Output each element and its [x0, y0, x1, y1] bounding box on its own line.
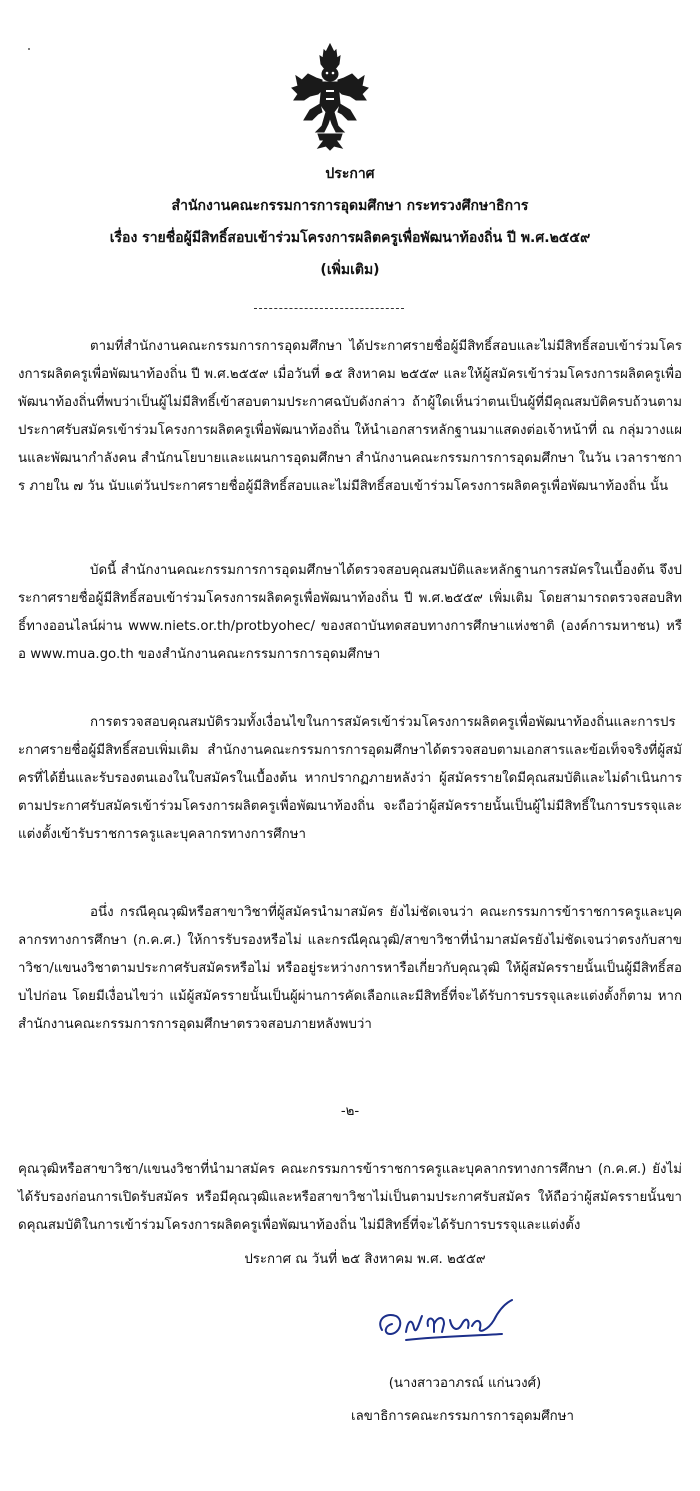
- signer-position: เลขาธิการคณะกรรมการการอุดมศึกษา: [351, 1409, 574, 1424]
- garuda-emblem-icon: [288, 40, 372, 152]
- agency-name: สำนักงานคณะกรรมการการอุดมศึกษา กระทรวงศึกษาธิการ: [171, 198, 529, 214]
- page-number: -๒-: [340, 1104, 360, 1119]
- announcement-date: ประกาศ ณ วันที่ ๒๕ สิงหาคม พ.ศ. ๒๕๕๙: [244, 1252, 486, 1267]
- announcement-supplement: (เพิ่มเติม): [320, 262, 380, 278]
- body-paragraph-1: ตามที่สำนักงานคณะกรรมการการอุดมศึกษา ได้ประกาศรายชื่อผู้มีสิทธิ์สอบและไม่มีสิทธิ์สอบเข้าร่วมโครงการผลิตครูเพื่อพัฒนาท้องถิ่น ปี พ.ศ.๒๕๕๙ เมื่อวันที่ ๑๕ สิงหาคม ๒๕๕๙ และให้ผู้สมัครเข้าร่วมโครงการผลิตครูเพื่อพัฒนาท้องถิ่นที่พบว่าเป็นผู้ไม่มีสิทธิ์เข้าสอบตามประกาศฉบับดังกล่าว ถ้าผู้ใดเห็นว่าตนเป็นผู้ที่มีคุณสมบัติครบถ้วนตามประกาศรับสมัครเข้าร่วมโครงการผลิตครูเพื่อพัฒนาท้องถิ่น ให้นำเอกสารหลักฐานมาแสดงต่อเจ้าหน้าที่ ณ กลุ่มวางแผนและพัฒนากำลังคน สำนักนโยบายและแผนการอุดมศึกษา สำนักงานคณะกรรมการการอุดมศึกษา ในวัน เวลาราชการ ภายใน ๗ วัน นับแต่วันประกาศรายชื่อผู้มีสิทธิ์สอบและไม่มีสิทธิ์สอบเข้าร่วมโครงการผลิตครูเพื่อพัฒนาท้องถิ่น นั้น: [18, 339, 682, 494]
- body-paragraph-2: บัดนี้ สำนักงานคณะกรรมการการอุดมศึกษาได้ตรวจสอบคุณสมบัติและหลักฐานการสมัครในเบื้องต้น จึงประกาศรายชื่อผู้มีสิทธิ์สอบเข้าร่วมโครงการผลิตครูเพื่อพัฒนาท้องถิ่น ปี พ.ศ.๒๕๕๙ เพิ่มเติม โดยสามารถตรวจสอบสิทธิ์ทางออนไลน์ผ่าน www.niets.or.th/protbyohec/ ของสถาบันทดสอบทางการศึกษาแห่งชาติ (องค์การมหาชน) หรือ www.mua.go.th ของสำนักงานคณะกรรมการการอุดมศึกษา: [18, 563, 682, 662]
- handwritten-signature: [372, 1290, 522, 1350]
- body-paragraph-3: การตรวจสอบคุณสมบัติรวมทั้งเงื่อนไขในการสมัครเข้าร่วมโครงการผลิตครูเพื่อพัฒนาท้องถิ่นและการประกาศรายชื่อผู้มีสิทธิ์สอบเพิ่มเติม สำนักงานคณะกรรมการการอุดมศึกษาได้ตรวจสอบตามเอกสารและข้อเท็จจริงที่ผู้สมัครที่ได้ยื่นและรับรองตนเองในใบสมัครในเบื้องต้น หากปรากฏภายหลังว่า ผู้สมัครรายใดมีคุณสมบัติและไม่ดำเนินการตามประกาศรับสมัครเข้าร่วมโครงการผลิตครูเพื่อพัฒนาท้องถิ่น จะถือว่าผู้สมัครรายนั้นเป็นผู้ไม่มีสิทธิ์ในการบรรจุและแต่งตั้งเข้ารับราชการครูและบุคลากรทางการศึกษา: [18, 715, 682, 842]
- continuation-paragraph: คุณวุฒิหรือสาขาวิชา/แขนงวิชาที่นำมาสมัคร คณะกรรมการข้าราชการครูและบุคลากรทางการศึกษา (ก.ค.ศ.) ยังไม่ได้รับรองก่อนการเปิดรับสมัคร หรือมีคุณวุฒิและหรือสาขาวิชาไม่เป็นตามประกาศรับสมัคร ให้ถือว่าผู้สมัครรายนั้นขาดคุณสมบัติในการเข้าร่วมโครงการผลิตครูเพื่อพัฒนาท้องถิ่น ไม่มีสิทธิ์ที่จะได้รับการบรรจุและแต่งตั้ง: [18, 1162, 682, 1233]
- announcement-title: ประกาศ: [325, 166, 375, 182]
- announcement-subject: เรื่อง รายชื่อผู้มีสิทธิ์สอบเข้าร่วมโครงการผลิตครูเพื่อพัฒนาท้องถิ่น ปี พ.ศ.๒๕๕๙: [109, 230, 591, 246]
- scan-speck: [28, 48, 30, 50]
- signer-name: (นางสาวอาภรณ์ แก่นวงศ์): [388, 1376, 542, 1391]
- body-paragraph-4: อนึ่ง กรณีคุณวุฒิหรือสาขาวิชาที่ผู้สมัครนำมาสมัคร ยังไม่ชัดเจนว่า คณะกรรมการข้าราชการครูและบุคลากรทางการศึกษา (ก.ค.ศ.) ให้การรับรองหรือไม่ และกรณีคุณวุฒิ/สาขาวิชาที่นำมาสมัครยังไม่ชัดเจนว่าตรงกับสาขาวิชา/แขนงวิชาตามประกาศรับสมัครหรือไม่ หรืออยู่ระหว่างการหารือเกี่ยวกับคุณวุฒิ ให้ผู้สมัครรายนั้นเป็นผู้มีสิทธิ์สอบไปก่อน โดยมีเงื่อนไขว่า แม้ผู้สมัครรายนั้นเป็นผู้ผ่านการคัดเลือกและมีสิทธิ์ที่จะได้รับการบรรจุและแต่งตั้งก็ตาม หากสำนักงานคณะกรรมการการอุดมศึกษาตรวจสอบภายหลังพบว่า: [18, 905, 682, 1032]
- heading-divider: [254, 308, 404, 309]
